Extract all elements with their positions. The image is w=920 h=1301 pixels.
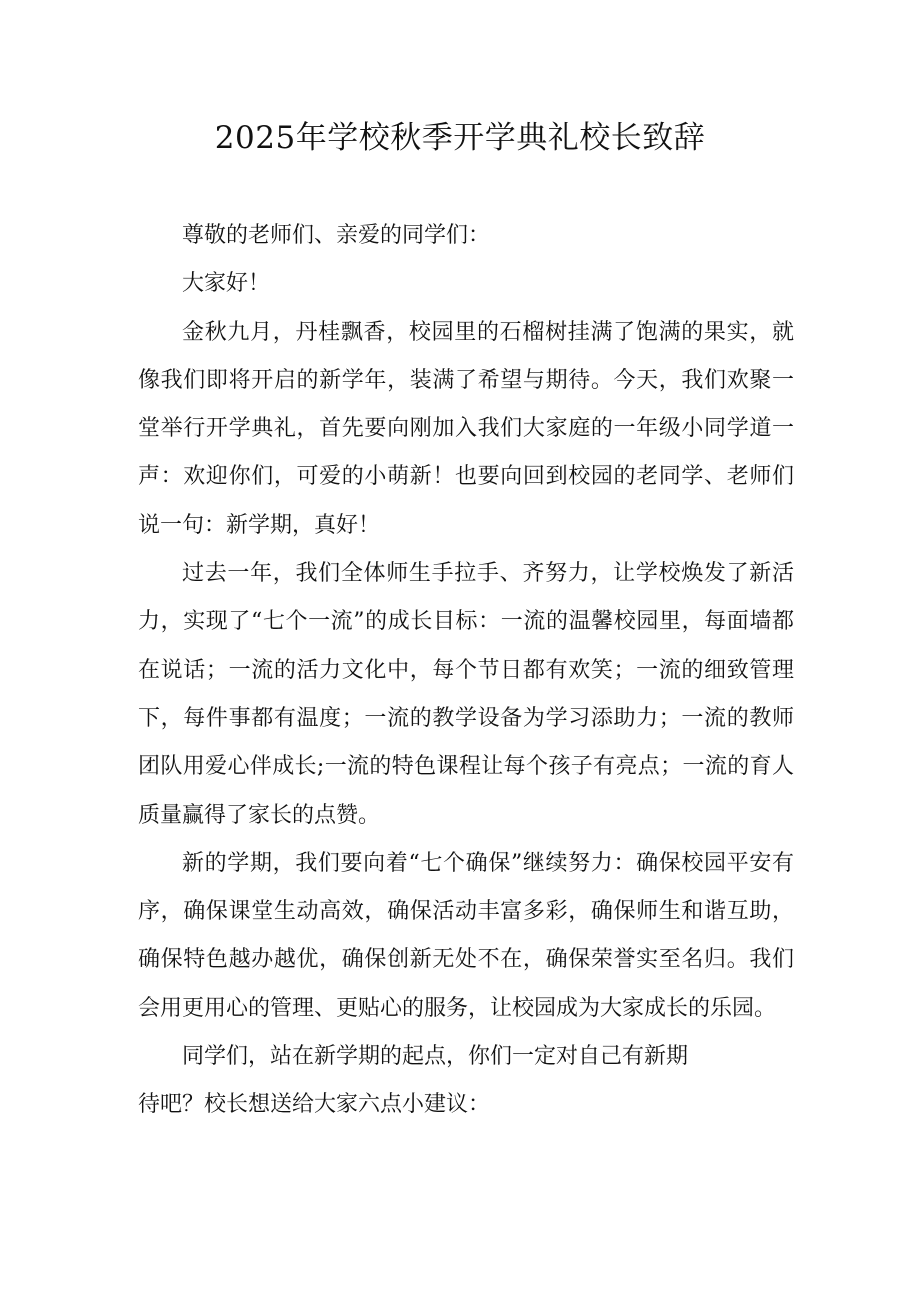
new-semester-paragraph: 新的学期，我们要向着“七个确保”继续努力：确保校园平安有序，确保课堂生动高效，确保活动丰富多彩，确保师生和谐互助，确保特色越办越优，确保创新无处不在，确保荣誉实至名归。我们会用更用心的管理、更贴心的服务，让校园成为大家成长的乐园。 [138, 850, 794, 1021]
hello-paragraph: 大家好！ [182, 271, 271, 297]
advice-continuation-line: 待吧？校长想送给大家六点小建议： [138, 1092, 491, 1118]
document-title: 2025年学校秋季开学典礼校长致辞 [214, 120, 706, 156]
greeting-paragraph: 尊敬的老师们、亲爱的同学们： [182, 223, 491, 248]
past-year-paragraph: 过去一年，我们全体师生手拉手、齐努力，让学校焕发了新活力，实现了“七个一流”的成长目标：一流的温馨校园里，每面墙都在说话；一流的活力文化中，每个节日都有欢笑；一流的细致管理下，每件事都有温度；一流的教学设备为学习添助力；一流的教师团队用爱心伴成长;一流的特色课程让每个孩子有亮点；一流的育人质量赢得了家长的点赞。 [138, 561, 794, 828]
advice-intro-paragraph: 同学们，站在新学期的起点，你们一定对自己有新期 [182, 1044, 689, 1070]
opening-paragraph: 金秋九月，丹桂飘香，校园里的石榴树挂满了饱满的果实，就像我们即将开启的新学年，装满了希望与期待。今天，我们欢聚一堂举行开学典礼，首先要向刚加入我们大家庭的一年级小同学道一声：欢迎你们，可爱的小萌新！也要向回到校园的老同学、老师们说一句：新学期，真好！ [138, 319, 794, 538]
speech-body [138, 212, 794, 1130]
